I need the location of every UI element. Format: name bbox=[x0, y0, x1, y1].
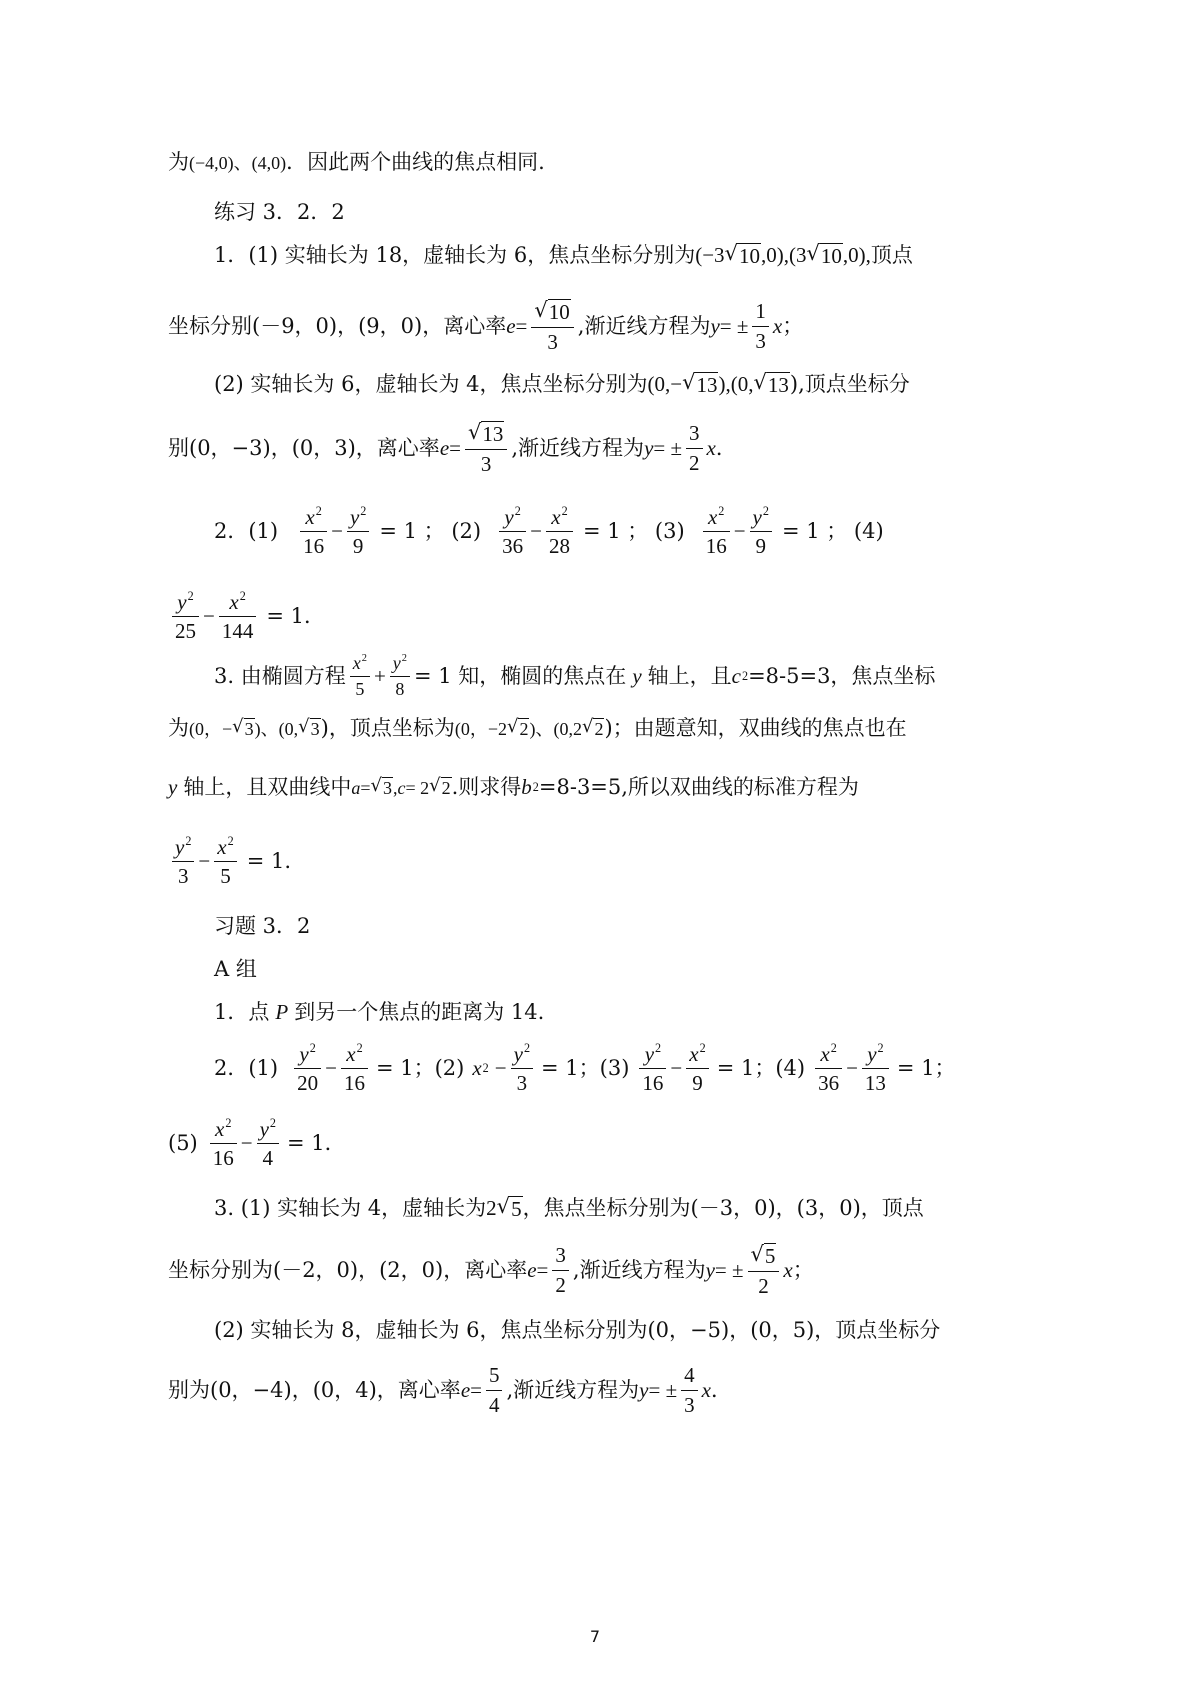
answer-3-ellipse: 3. 由椭圆方程 $x^2$ 5 + $\frac{y^2}{8}$ = 1 知，椭圆的焦点在 y 轴上，且 c 2 =8-5=3，焦点坐标 bbox=[214, 652, 936, 699]
fraction: $\frac{x^2}{144}$ bbox=[219, 590, 257, 642]
fraction: $\frac{y^2}{4}$ bbox=[257, 1117, 279, 1169]
problem-a-1-answer: 1．点 P 到另一个焦点的距离为 14. bbox=[214, 1000, 545, 1024]
fraction: $\frac{5}{4}$ bbox=[486, 1364, 503, 1415]
fraction: $\frac{y^2}{9}$ bbox=[347, 505, 369, 557]
fraction: $\frac{x^2}{9}$ bbox=[686, 1042, 708, 1094]
fraction: $x^2$ 16 bbox=[210, 1117, 237, 1169]
page-number: 7 bbox=[589, 1627, 601, 1646]
fraction: √ 5 2 bbox=[748, 1243, 780, 1296]
fraction: $\frac{3}{2}$ bbox=[552, 1244, 569, 1295]
fraction: $\frac{x^2}{16}$ bbox=[341, 1042, 368, 1094]
fraction: $x^2$ 16 bbox=[703, 505, 730, 557]
fraction: $\frac{x^2}{5}$ bbox=[214, 835, 236, 887]
fraction: $\frac{y^2}{9}$ bbox=[750, 505, 772, 557]
sqrt: √ 3 bbox=[370, 775, 392, 799]
fraction: $\frac{y^2}{13}$ bbox=[862, 1042, 889, 1094]
sqrt: √ 3 bbox=[232, 716, 254, 740]
fraction: $x^2$ 16 bbox=[300, 505, 327, 557]
group-heading-a: A 组 bbox=[214, 957, 257, 981]
sqrt: √ 13 bbox=[682, 370, 718, 397]
sqrt: √ 2 bbox=[581, 716, 604, 740]
answer-1-2-line: (2) 实轴长为 6，虚轴长为 4，焦点坐标分别为 (0,− √ 13 ),(0, √ 13 ),顶点坐标分 bbox=[214, 370, 910, 397]
fraction: $x^2$ 5 bbox=[350, 654, 370, 699]
problem-a-3-1-eccentricity: 坐标分别为(－2，0)，(2，0)，离心率 e = $\frac{3}{2}$ ,渐近线方程为 y = ± √ 5 2 x ； bbox=[168, 1242, 814, 1298]
answer-3-hyperbola: y 轴上，且双曲线中 a = √ 3 , c = 2 √ 2 .则求得 b 2 =8-3=5,所以双曲线的标准方程为 bbox=[168, 775, 859, 799]
fraction: $x^2$ 36 bbox=[815, 1042, 842, 1094]
sqrt: √ 5 bbox=[496, 1194, 522, 1221]
sqrt: √ 3 bbox=[298, 716, 320, 740]
section-heading-exercise-3-2-2: 练习 3．2．2 bbox=[214, 200, 345, 224]
answer-2-equations: 2．(1) $x^2$ 16 − $\frac{y^2}{9}$ = 1 ； (2) $y^2$ 36 − $\frac{x^2}{28}$ = 1 ； (3) $x^2$ 16 − $\frac{y^2}{9}$ = 1 ； (4) bbox=[214, 504, 884, 558]
fraction: $y^2$ 36 bbox=[499, 505, 526, 557]
problem-a-3-2-eccentricity: 别为(0，−4)，(0，4)，离心率 e = $\frac{5}{4}$ ,渐近线方程为 y = ± $\frac{4}{3}$ x ． bbox=[168, 1363, 732, 1417]
fraction: $y^2$ 16 bbox=[639, 1042, 666, 1094]
fraction: $\frac{y^2}{8}$ bbox=[390, 654, 410, 699]
sqrt: √ 2 bbox=[506, 716, 529, 740]
problem-a-2-5-equation: (5) $x^2$ 16 − $\frac{y^2}{4}$ = 1． bbox=[168, 1116, 346, 1170]
fraction: $\frac{y^2}{3}$ bbox=[511, 1042, 533, 1094]
sqrt: √ 2 bbox=[429, 775, 451, 799]
sqrt: √ 10 bbox=[806, 241, 842, 268]
answer-3-coordinates: 为 (0，− √ 3 )、(0, √ 3 )，顶点坐标为 (0，−2 √ 2 )、(0,2 √ 2 )；由题意知，双曲线的焦点也在 bbox=[168, 716, 907, 740]
line-focus-conclusion: 为 (−4,0)、(4,0) ．因此两个曲线的焦点相同. bbox=[168, 150, 545, 174]
answer-2-4-equation: $y^2$ 25 − $\frac{x^2}{144}$ = 1． bbox=[168, 587, 325, 645]
fraction: $y^2$ 25 bbox=[172, 590, 199, 642]
fraction: $\frac{x^2}{28}$ bbox=[546, 505, 573, 557]
fraction: $y^2$ 3 bbox=[172, 835, 194, 887]
fraction: √ 10 3 bbox=[531, 299, 573, 352]
fraction: $\frac{4}{3}$ bbox=[681, 1364, 698, 1415]
answer-1-1-line: 1．(1) 实轴长为 18，虚轴长为 6，焦点坐标分别为 (−3 √ 10 ,0),(3 √ 10 ,0),顶点 bbox=[214, 241, 913, 268]
fraction: $\frac{3}{2}$ bbox=[686, 422, 703, 473]
problem-a-3-1-line: 3. (1) 实轴长为 4，虚轴长为 2 √ 5 ，焦点坐标分别为(－3，0)，(3，0)，顶点 bbox=[214, 1194, 924, 1221]
fraction: $y^2$ 20 bbox=[294, 1042, 321, 1094]
sqrt: √ 13 bbox=[753, 370, 789, 397]
fraction: √ 13 3 bbox=[465, 421, 507, 474]
sqrt: √ 10 bbox=[724, 241, 760, 268]
problem-a-3-2-line: (2) 实轴长为 8，虚轴长为 6，焦点坐标分别为(0，−5)，(0，5)，顶点坐标分 bbox=[214, 1318, 941, 1342]
answer-1-1-eccentricity: 坐标分别(－9，0)，(9，0)，离心率 e = √ 10 3 ,渐近线方程为 y = ± $\frac{1}{3}$ x ； bbox=[168, 298, 804, 354]
section-heading-problems-3-2: 习题 3．2 bbox=[214, 914, 311, 938]
answer-1-2-eccentricity: 别(0，−3)，(0，3)，离心率 e = √ 13 3 ,渐近线方程为 y = ± $\frac{3}{2}$ x ． bbox=[168, 420, 737, 476]
answer-3-standard-equation: $y^2$ 3 − $\frac{x^2}{5}$ = 1. bbox=[168, 832, 291, 890]
fraction: $\frac{1}{3}$ bbox=[752, 300, 769, 351]
problem-a-2-equations: 2．(1) $y^2$ 20 − $\frac{x^2}{16}$ = 1；(2) x 2 − $\frac{y^2}{3}$ = 1；(3) $y^2$ 16 − $\frac{x^2}{9}$ = 1；(4) $x^2$ 36 − $\frac{y^2}{13}$ = 1； bbox=[214, 1041, 956, 1095]
